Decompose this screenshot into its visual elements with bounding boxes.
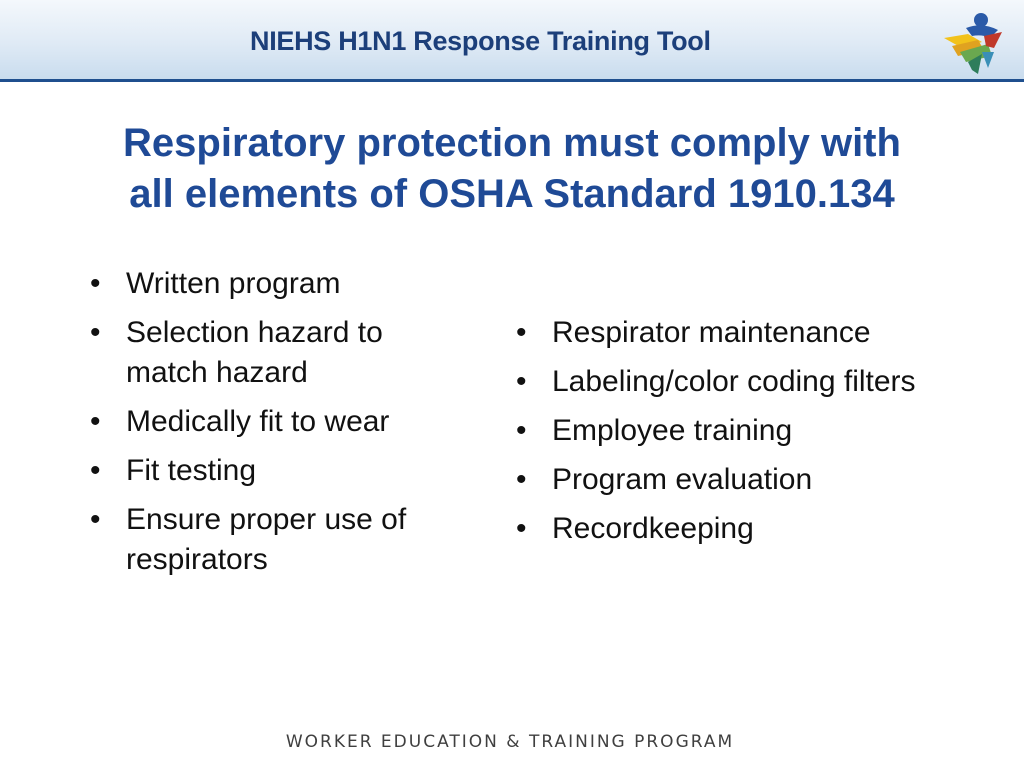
list-item	[86, 500, 466, 580]
slide-title-line-1: Respiratory protection must comply with	[123, 121, 901, 165]
list-item	[512, 313, 932, 353]
list-item	[512, 362, 932, 402]
list-item-text: Recordkeeping	[552, 512, 754, 545]
list-item	[86, 402, 466, 442]
list-item	[512, 411, 932, 451]
bullet-icon: •	[516, 316, 527, 349]
header-banner	[0, 0, 1024, 82]
right-bullet-list	[512, 313, 932, 558]
list-item-text: Employee training	[552, 414, 793, 447]
list-item	[86, 451, 466, 491]
list-item-text: Respirator maintenance	[552, 316, 871, 349]
left-bullet-list	[86, 264, 466, 589]
bullet-icon: •	[516, 365, 527, 398]
list-item	[86, 313, 466, 393]
list-item-text: Program evaluation	[552, 463, 813, 496]
niehs-logo-icon	[938, 8, 1008, 78]
bullet-icon: •	[516, 512, 527, 545]
list-item-text: Medically fit to wear	[126, 405, 390, 438]
list-item-text: Written program	[126, 267, 341, 300]
list-item-text: Ensure proper use of respirators	[126, 503, 407, 576]
list-item	[86, 264, 466, 304]
bullet-icon: •	[516, 414, 527, 447]
list-item	[512, 460, 932, 500]
bullet-icon: •	[90, 316, 101, 349]
bullet-icon: •	[90, 454, 101, 487]
list-item-text: Fit testing	[126, 454, 257, 487]
list-item-text: Selection hazard to match hazard	[126, 316, 383, 389]
bullet-icon: •	[516, 463, 527, 496]
bullet-icon: •	[90, 267, 101, 300]
list-item	[512, 509, 932, 549]
header-title: NIEHS H1N1 Response Training Tool	[250, 26, 711, 56]
footer-text: WORKER EDUCATION & TRAINING PROGRAM	[285, 732, 735, 752]
slide-title-line-2: all elements of OSHA Standard 1910.134	[129, 172, 895, 216]
list-item-text: Labeling/color coding filters	[552, 365, 916, 398]
bullet-icon: •	[90, 503, 101, 536]
bullet-icon: •	[90, 405, 101, 438]
footer-program-name	[0, 732, 1024, 752]
slide-title	[62, 118, 962, 220]
